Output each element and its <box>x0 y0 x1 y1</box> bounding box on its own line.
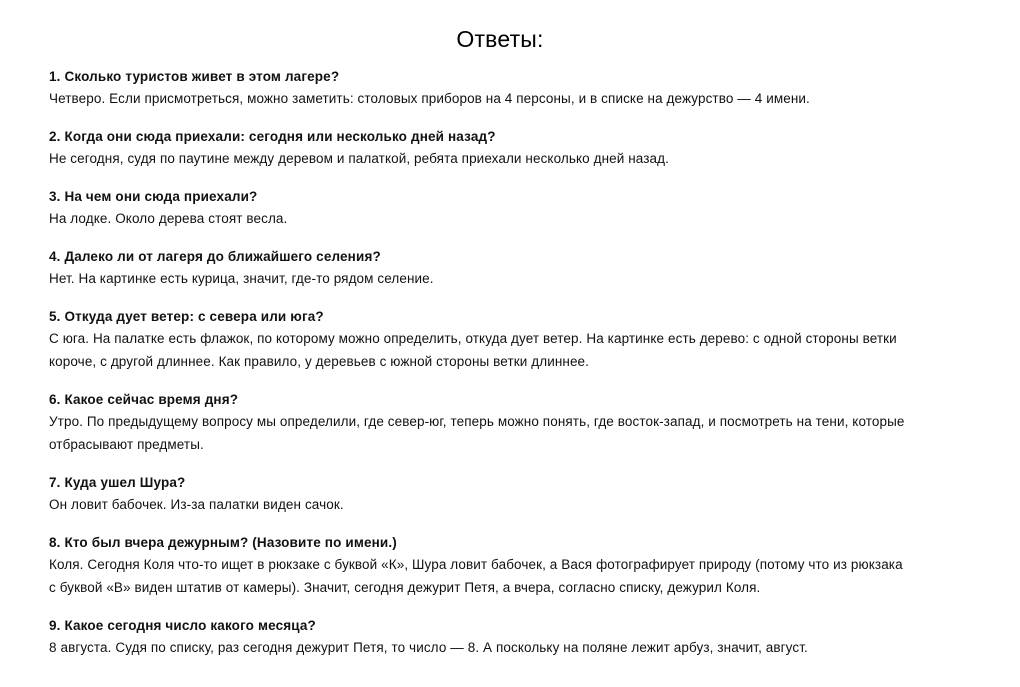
qa-item-1 <box>49 66 969 110</box>
qa-item-2 <box>49 126 969 170</box>
question-5: 5. Откуда дует ветер: с севера или юга? <box>49 309 324 324</box>
answer-8-line-1: Коля. Сегодня Коля что-то ищет в рюкзаке с буквой «К», Шура ловит бабочек, а Вася фотографирует природу (потому что из рюкзака <box>49 557 903 572</box>
qa-item-3 <box>49 186 969 230</box>
qa-item-6 <box>49 389 969 456</box>
answer-7 <box>49 493 969 516</box>
answer-4 <box>49 267 969 290</box>
question-1: 1. Сколько туристов живет в этом лагере? <box>49 69 340 84</box>
answer-8-line-2: с буквой «В» виден штатив от камеры). Значит, сегодня дежурит Петя, а вчера, согласно списку, дежурил Коля. <box>49 580 761 595</box>
answer-3-line-1: На лодке. Около дерева стоят весла. <box>49 211 288 226</box>
question-7: 7. Куда ушел Шура? <box>49 475 186 490</box>
question-4: 4. Далеко ли от лагеря до ближайшего селения? <box>49 249 381 264</box>
answer-5-line-2: короче, с другой длиннее. Как правило, у деревьев с южной стороны ветки длиннее. <box>49 354 590 369</box>
answer-5 <box>49 327 969 373</box>
answer-1-line-1: Четверо. Если присмотреться, можно заметить: столовых приборов на 4 персоны, и в списке на дежурство — 4 имени. <box>49 91 810 106</box>
question-6: 6. Какое сейчас время дня? <box>49 392 239 407</box>
question-8: 8. Кто был вчера дежурным? (Назовите по имени.) <box>49 535 397 550</box>
qa-item-4 <box>49 246 969 290</box>
page-title: Ответы: <box>456 26 544 52</box>
answer-4-line-1: Нет. На картинке есть курица, значит, где-то рядом селение. <box>49 271 434 286</box>
answer-8 <box>49 553 969 599</box>
answer-9-line-1: 8 августа. Судя по списку, раз сегодня дежурит Петя, то число — 8. А поскольку на поляне лежит арбуз, значит, август. <box>49 640 808 655</box>
question-3: 3. На чем они сюда приехали? <box>49 189 258 204</box>
qa-item-8 <box>49 532 969 599</box>
answer-5-line-1: С юга. На палатке есть флажок, по которому можно определить, откуда дует ветер. На картинке есть дерево: с одной стороны ветки <box>49 331 897 346</box>
answer-6-line-2: отбрасывают предметы. <box>49 437 204 452</box>
qa-item-9 <box>49 615 969 659</box>
question-2: 2. Когда они сюда приехали: сегодня или несколько дней назад? <box>49 129 496 144</box>
answer-7-line-1: Он ловит бабочек. Из-за палатки виден сачок. <box>49 497 344 512</box>
answer-2-line-1: Не сегодня, судя по паутине между деревом и палаткой, ребята приехали несколько дней назад. <box>49 151 669 166</box>
answer-6-line-1: Утро. По предыдущему вопросу мы определили, где север-юг, теперь можно понять, где восток-запад, и посмотреть на тени, которые <box>49 414 905 429</box>
qa-list <box>49 66 969 659</box>
answer-3 <box>49 207 969 230</box>
answer-2 <box>49 147 969 170</box>
qa-item-5 <box>49 306 969 373</box>
answer-6 <box>49 410 969 456</box>
answer-9 <box>49 636 969 659</box>
qa-item-7 <box>49 472 969 516</box>
question-9: 9. Какое сегодня число какого месяца? <box>49 618 316 633</box>
answer-1 <box>49 87 969 110</box>
